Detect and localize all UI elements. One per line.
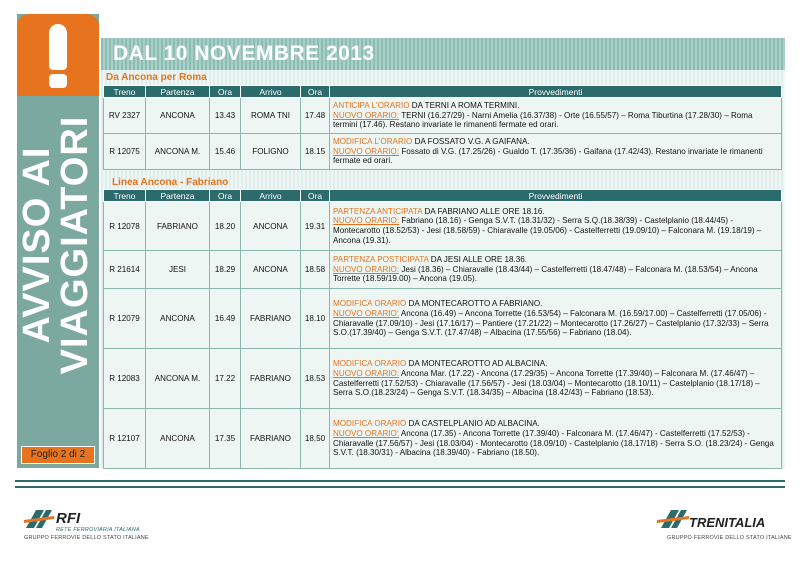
- measure-description: [330, 134, 782, 170]
- rfi-logo: [22, 506, 172, 546]
- measure-tag: PARTENZA POSTICIPATA: [333, 255, 429, 265]
- measure-scope: DA FOSSATO V.G. A GAIFANA.: [412, 137, 530, 147]
- arrival-time: 19.31: [301, 202, 330, 251]
- train-number: R 12078: [104, 202, 146, 251]
- train-number: R 12075: [104, 134, 146, 170]
- col-header-provvedimenti: Provvedimenti: [330, 86, 782, 98]
- measure-tag: MODIFICA ORARIO: [333, 419, 407, 429]
- arrival-time: 18.15: [301, 134, 330, 170]
- train-number: R 21614: [104, 251, 146, 289]
- footer-rule-bottom: [15, 486, 785, 488]
- measure-scope: DA CASTELPLANIO AD ALBACINA.: [406, 419, 540, 429]
- measure-tag: ANTICIPA L'ORARIO: [333, 101, 410, 111]
- rfi-name: RFI: [56, 510, 81, 527]
- departure-time: 18.29: [210, 251, 241, 289]
- table-row: [104, 349, 782, 409]
- page-indicator: Foglio 2 di 2: [21, 446, 95, 464]
- col-header-arrivo: Arrivo: [241, 86, 301, 98]
- arrival-station: FOLIGNO: [241, 134, 301, 170]
- table-row: [104, 289, 782, 349]
- new-schedule-text: Fabriano (18.16) - Genga S.V.T. (18.31/32) - Serra S.Q.(18.38/39) - Castelplanio (18.44/45) - Montecarotto (18.52/53) - Jesi (18.58/59) - Chiaravalle (19.05/06) - Castelferretti (19.09/10) – Falconara M. (19.18/19) – Ancona (19.31).: [333, 216, 762, 245]
- measure-tag: MODIFICA ORARIO: [333, 299, 407, 309]
- departure-time: 18.20: [210, 202, 241, 251]
- col-header-ora-arrivo: Ora: [301, 86, 330, 98]
- departure-station: ANCONA: [146, 289, 210, 349]
- header-bar: [101, 38, 785, 70]
- table-row: [104, 202, 782, 251]
- table-header-row: [104, 190, 782, 202]
- sidebar-title: [18, 95, 98, 395]
- departure-time: 15.46: [210, 134, 241, 170]
- arrival-station: ANCONA: [241, 251, 301, 289]
- sidebar-title-line2: VIAGGIATORI: [54, 115, 96, 375]
- new-schedule-label: NUOVO ORARIO:: [333, 264, 400, 274]
- measure-description: [330, 349, 782, 409]
- measure-description: [330, 251, 782, 289]
- col-header-arrivo: Arrivo: [241, 190, 301, 202]
- departure-time: 16.49: [210, 289, 241, 349]
- new-schedule-text: Ancona Mar. (17.22) - Ancona (17.29/35) – Ancona Torrette (17.39/40) – Falconara M. (17.46/47) – Castelferretti (17.52/53) - Chiaravalle (17.56/57) - Jesi (18.03/04) – Montecarotto (18.10/11) – Castelplanio (18.17/18) – Serra S.O.(18.23/24) – Genga S.V.T. (18.34/35) – Albacina (18.42/43) – Fabriano (18.53).: [333, 368, 760, 398]
- measure-description: [330, 202, 782, 251]
- table-row: [104, 134, 782, 170]
- departure-station: JESI: [146, 251, 210, 289]
- col-header-treno: Treno: [104, 86, 146, 98]
- new-schedule-label: NUOVO ORARIO:: [333, 308, 400, 318]
- table-row: [104, 409, 782, 469]
- col-header-treno: Treno: [104, 190, 146, 202]
- section-title-fabriano: Linea Ancona - Fabriano: [112, 177, 229, 188]
- arrival-station: FABRIANO: [241, 349, 301, 409]
- departure-time: 17.35: [210, 409, 241, 469]
- arrival-time: 18.53: [301, 349, 330, 409]
- warning-icon: [17, 14, 99, 96]
- new-schedule-label: NUOVO ORARIO:: [333, 428, 400, 438]
- arrival-station: ROMA TNI: [241, 98, 301, 134]
- new-schedule-text: TERNI (16.27/29) - Narni Amelia (16.37/38) - Orte (16.55/57) – Roma Tiburtina (17.28/30) – Roma termini (17.46). Restano invariate le rimanenti fermate ed orari.: [333, 110, 753, 130]
- measure-tag: MODIFICA ORARIO: [333, 359, 407, 369]
- new-schedule-text: Fossato di V.G. (17.25/26) - Gualdo T. (17.35/36) - Gaifana (17.42/43). Restano invariate le rimanenti fermate ed orari.: [333, 146, 763, 166]
- measure-description: [330, 409, 782, 469]
- train-number: R 12079: [104, 289, 146, 349]
- departure-station: ANCONA: [146, 409, 210, 469]
- sidebar-title-line1: AVVISO AI: [16, 146, 58, 344]
- rfi-group: GRUPPO FERROVIE DELLO STATO ITALIANE: [24, 535, 149, 541]
- page-title: DAL 10 NOVEMBRE 2013: [113, 42, 375, 65]
- trenitalia-logo-icon: [655, 506, 691, 532]
- timetable-roma: [103, 85, 782, 170]
- arrival-time: 18.10: [301, 289, 330, 349]
- trenitalia-group: GRUPPO FERROVIE DELLO STATO ITALIANE: [667, 535, 792, 541]
- arrival-time: 17.48: [301, 98, 330, 134]
- new-schedule-text: Ancona (17.35) - Ancona Torrette (17.39/40) - Falconara M. (17.46/47) - Castelferretti (17.52/53) - Chiaravalle (17.56/57) - Jesi (18.03/04) - Montecarotto (18.09/10) - Castelplanio (18.17/18) - Serra S.O. (18.23/24) - Genga S.V.T. (18.30/31) - Albacina (18.39/40) - Fabriano (18.50).: [333, 428, 774, 458]
- measure-description: [330, 289, 782, 349]
- rfi-logo-icon: [22, 506, 58, 532]
- trenitalia-logo: [655, 506, 792, 546]
- measure-scope: DA TERNI A ROMA TERMINI.: [409, 101, 520, 111]
- table-row: [104, 98, 782, 134]
- footer-rule-top: [15, 480, 785, 482]
- departure-time: 13.43: [210, 98, 241, 134]
- new-schedule-text: Ancona (16.49) – Ancona Torrette (16.53/54) – Falconara M. (16.59/17.00) – Castelferretti (17.05/06) - Chiaravalle (17.09/10) - Jesi (17.16/17) – Pantiere (17.21/22) – Montecarotto (17.26/27) – Castelplanio (17.32/33) – Serra S.O.(17.39/40) – Genga S.V.T. (17.47/48) – Albacina (17.55/56) – Fabriano (18.04).: [333, 308, 769, 338]
- col-header-ora-partenza: Ora: [210, 190, 241, 202]
- arrival-station: ANCONA: [241, 202, 301, 251]
- arrival-station: FABRIANO: [241, 409, 301, 469]
- measure-tag: PARTENZA ANTICIPATA: [333, 206, 423, 216]
- col-header-ora-arrivo: Ora: [301, 190, 330, 202]
- col-header-partenza: Partenza: [146, 190, 210, 202]
- measure-scope: DA JESI ALLE ORE 18.36.: [428, 255, 528, 265]
- arrival-time: 18.50: [301, 409, 330, 469]
- measure-tag: MODIFICA L'ORARIO: [333, 137, 413, 147]
- arrival-station: FABRIANO: [241, 289, 301, 349]
- table-header-row: [104, 86, 782, 98]
- departure-station: ANCONA M.: [146, 349, 210, 409]
- departure-station: FABRIANO: [146, 202, 210, 251]
- col-header-ora-partenza: Ora: [210, 86, 241, 98]
- measure-scope: DA MONTECAROTTO AD ALBACINA.: [406, 359, 548, 369]
- col-header-partenza: Partenza: [146, 86, 210, 98]
- new-schedule-label: NUOVO ORARIO:: [333, 368, 400, 378]
- train-number: R 12107: [104, 409, 146, 469]
- measure-scope: DA MONTECAROTTO A FABRIANO.: [406, 299, 543, 309]
- new-schedule-label: NUOVO ORARIO:: [333, 146, 400, 156]
- measure-scope: DA FABRIANO ALLE ORE 18.16.: [422, 206, 545, 216]
- timetable-fabriano: [103, 189, 782, 469]
- col-header-provvedimenti: Provvedimenti: [330, 190, 782, 202]
- new-schedule-text: Jesi (18.36) – Chiaravalle (18.43/44) – Castelferretti (18.47/48) – Falconara M. (18.53/54) – Ancona Torrette (18.59/19.00) – Ancona (19.05).: [333, 264, 758, 284]
- train-number: RV 2327: [104, 98, 146, 134]
- new-schedule-label: NUOVO ORARIO:: [333, 216, 400, 226]
- departure-time: 17.22: [210, 349, 241, 409]
- arrival-time: 18.58: [301, 251, 330, 289]
- rfi-subtitle: RETE FERROVIARIA ITALIANA: [56, 527, 140, 533]
- train-number: R 12083: [104, 349, 146, 409]
- trenitalia-name: TRENITALIA: [689, 515, 766, 530]
- section-title-roma: Da Ancona per Roma: [106, 72, 207, 83]
- departure-station: ANCONA: [146, 98, 210, 134]
- new-schedule-label: NUOVO ORARIO:: [333, 110, 400, 120]
- measure-description: [330, 98, 782, 134]
- departure-station: ANCONA M.: [146, 134, 210, 170]
- table-row: [104, 251, 782, 289]
